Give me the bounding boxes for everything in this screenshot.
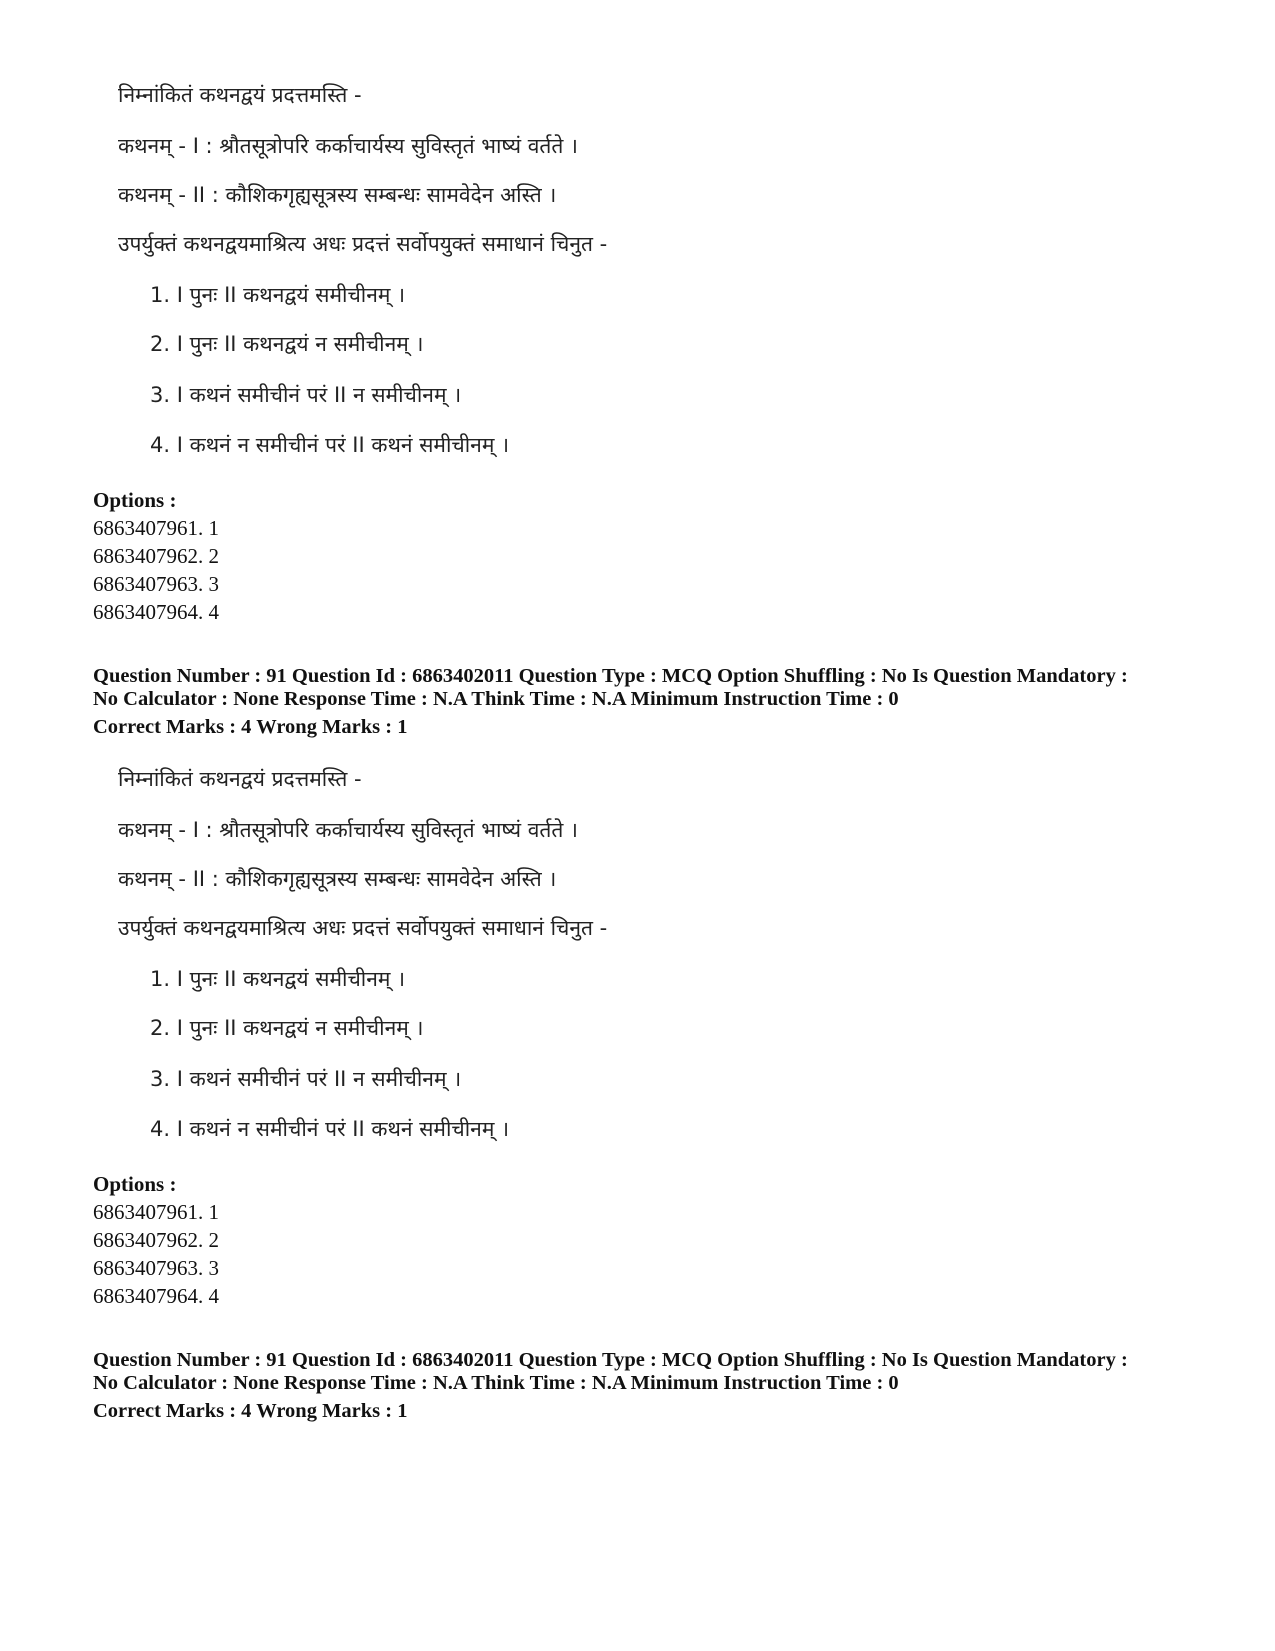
choice-item: 2. I पुनः II कथनद्वयं न समीचीनम् ।	[150, 1016, 424, 1040]
option-item: 6863407961. 1	[93, 1200, 219, 1224]
question-meta-line: No Calculator : None Response Time : N.A Think Time : N.A Minimum Instruction Time : 0	[93, 688, 899, 710]
option-item: 6863407963. 3	[93, 572, 219, 596]
option-item: 6863407962. 2	[93, 544, 219, 568]
choice-item: 4. I कथनं न समीचीनं परं II कथनं समीचीनम् ।	[150, 433, 510, 457]
choice-item: 1. I पुनः II कथनद्वयं समीचीनम् ।	[150, 967, 406, 991]
option-item: 6863407962. 2	[93, 1228, 219, 1252]
choice-item: 4. I कथनं न समीचीनं परं II कथनं समीचीनम् ।	[150, 1117, 510, 1141]
question-meta-line: No Calculator : None Response Time : N.A Think Time : N.A Minimum Instruction Time : 0	[93, 1372, 899, 1394]
question-meta-line: Question Number : 91 Question Id : 6863402011 Question Type : MCQ Option Shuffling : No Is Question Mandatory :	[93, 1349, 1128, 1371]
choice-item: 1. I पुनः II कथनद्वयं समीचीनम् ।	[150, 283, 406, 307]
choice-item: 3. I कथनं समीचीनं परं II न समीचीनम् ।	[150, 1067, 462, 1091]
question-instruction: उपर्युक्तं कथनद्वयमाश्रित्य अधः प्रदत्तं सर्वोपयुक्तं समाधानं चिनुत -	[118, 916, 608, 940]
question-meta-line: Question Number : 91 Question Id : 6863402011 Question Type : MCQ Option Shuffling : No Is Question Mandatory :	[93, 665, 1128, 687]
marks-line: Correct Marks : 4 Wrong Marks : 1	[93, 716, 408, 738]
choice-item: 2. I पुनः II कथनद्वयं न समीचीनम् ।	[150, 332, 424, 356]
options-label: Options :	[93, 488, 177, 512]
options-label: Options :	[93, 1172, 177, 1196]
statement-one: कथनम् - I : श्रौतसूत्रोपरि कर्काचार्यस्य सुविस्तृतं भाष्यं वर्तते ।	[118, 818, 578, 842]
question-intro: निम्नांकितं कथनद्वयं प्रदत्तमस्ति -	[118, 83, 362, 107]
statement-two: कथनम् - II : कौशिकगृह्यसूत्रस्य सम्बन्धः सामवेदेन अस्ति ।	[118, 867, 557, 891]
marks-line: Correct Marks : 4 Wrong Marks : 1	[93, 1400, 408, 1422]
question-intro: निम्नांकितं कथनद्वयं प्रदत्तमस्ति -	[118, 767, 362, 791]
choice-item: 3. I कथनं समीचीनं परं II न समीचीनम् ।	[150, 383, 462, 407]
option-item: 6863407961. 1	[93, 516, 219, 540]
question-instruction: उपर्युक्तं कथनद्वयमाश्रित्य अधः प्रदत्तं सर्वोपयुक्तं समाधानं चिनुत -	[118, 232, 608, 256]
option-item: 6863407963. 3	[93, 1256, 219, 1280]
option-item: 6863407964. 4	[93, 1284, 219, 1308]
statement-one: कथनम् - I : श्रौतसूत्रोपरि कर्काचार्यस्य सुविस्तृतं भाष्यं वर्तते ।	[118, 134, 578, 158]
statement-two: कथनम् - II : कौशिकगृह्यसूत्रस्य सम्बन्धः सामवेदेन अस्ति ।	[118, 183, 557, 207]
option-item: 6863407964. 4	[93, 600, 219, 624]
